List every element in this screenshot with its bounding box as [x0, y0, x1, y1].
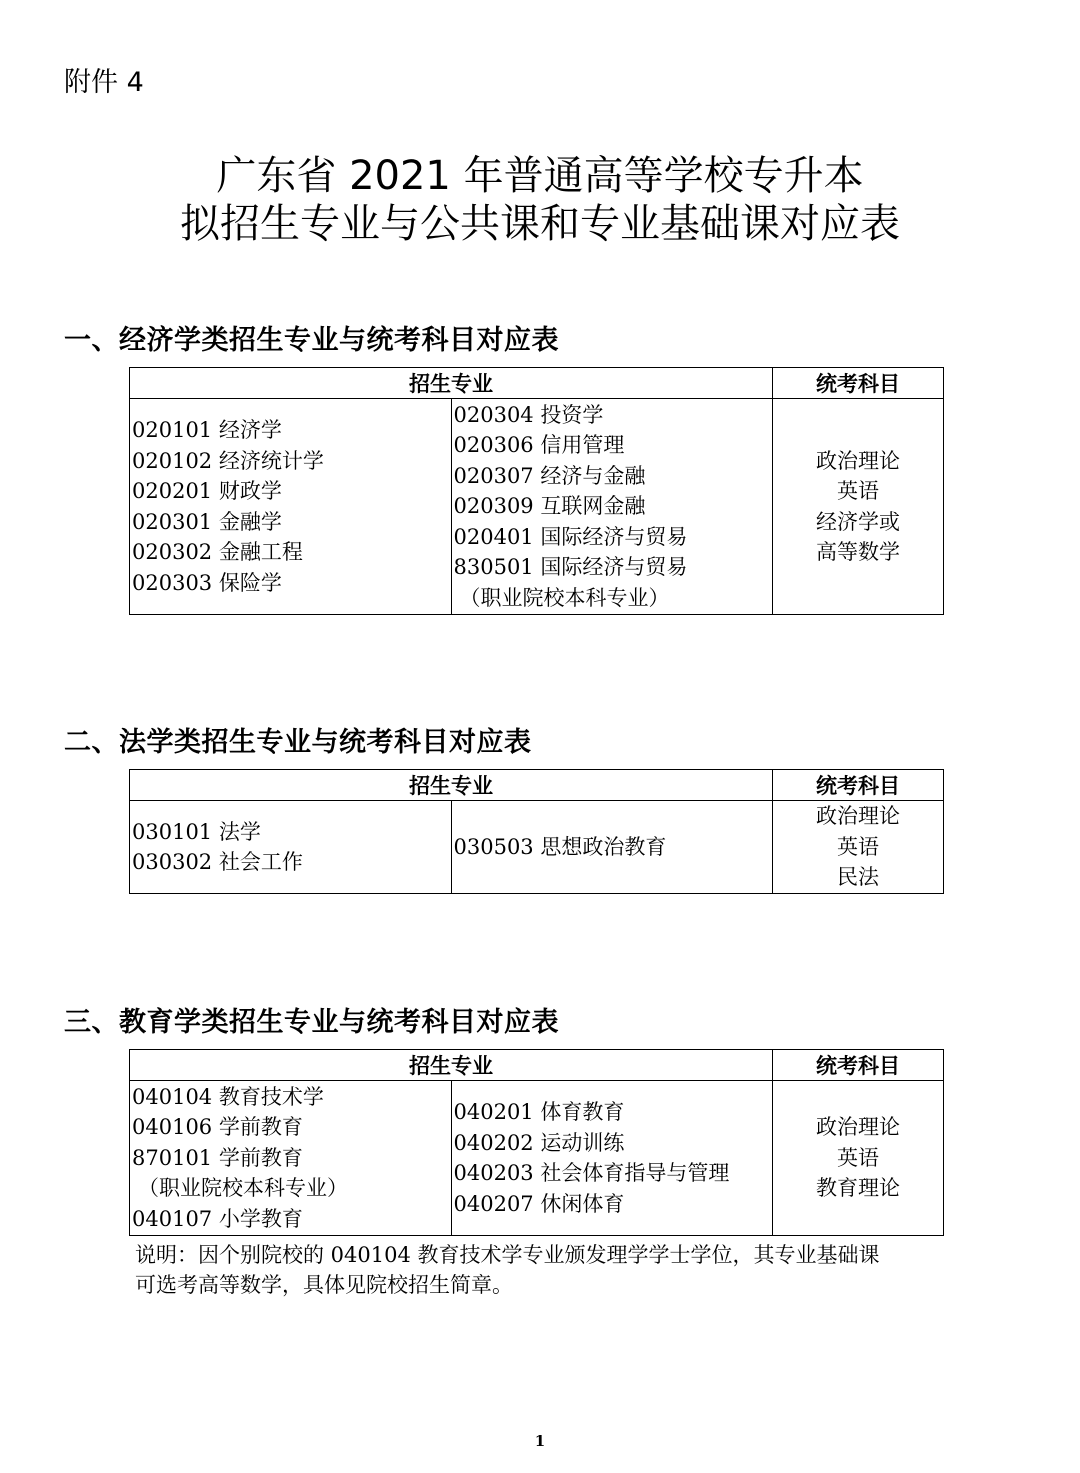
major-item: 030101 法学 — [132, 819, 261, 844]
exam-subjects — [773, 1081, 944, 1236]
header-major: 招生专业 — [130, 368, 773, 399]
subject-item: 政治理论 — [816, 448, 900, 473]
major-list-right — [451, 801, 773, 894]
subject-item: 政治理论 — [816, 1115, 900, 1140]
document-title-line-2: 拟招生专业与公共课和专业基础课对应表 — [180, 201, 900, 247]
major-item: 020302 金融工程 — [132, 540, 303, 564]
header-subjects: 统考科目 — [773, 770, 944, 801]
major-item: 020303 保险学 — [132, 570, 282, 595]
subject-item: 经济学或 — [816, 509, 900, 534]
table-economics — [129, 367, 944, 615]
major-item: 020307 经济与金融 — [453, 463, 646, 488]
section-heading-education: 三、教育学类招生专业与统考科目对应表 — [64, 1007, 559, 1038]
page-number: 1 — [534, 1432, 546, 1450]
table-law — [129, 769, 944, 894]
major-list-left — [130, 801, 452, 894]
section-heading-law: 二、法学类招生专业与统考科目对应表 — [64, 727, 532, 758]
major-item: 040107 小学教育 — [132, 1206, 303, 1231]
subject-item: 英语 — [837, 479, 879, 503]
major-item: 040202 运动训练 — [453, 1130, 625, 1155]
major-item-note: （职业院校本科专业） — [459, 585, 670, 610]
header-subjects: 统考科目 — [773, 1050, 944, 1081]
major-list-right — [451, 399, 773, 615]
major-item: 020101 经济学 — [132, 418, 282, 442]
major-item: 040104 教育技术学 — [132, 1084, 324, 1109]
subject-item: 民法 — [837, 865, 879, 890]
note-line-1: 说明：因个别院校的 040104 教育技术学专业颁发理学学士学位，其专业基础课 — [135, 1243, 880, 1267]
major-item: 040203 社会体育指导与管理 — [453, 1161, 730, 1185]
subject-item: 英语 — [837, 1145, 879, 1170]
subject-item: 英语 — [837, 834, 879, 859]
attachment-label: 附件 4 — [64, 67, 144, 98]
note-line-2: 可选考高等数学，具体见院校招生简章。 — [135, 1273, 513, 1297]
header-major: 招生专业 — [130, 1050, 773, 1081]
major-item: 040201 体育教育 — [453, 1100, 625, 1124]
exam-subjects — [773, 399, 944, 615]
major-list-right — [451, 1081, 773, 1236]
major-item: 020309 互联网金融 — [453, 494, 646, 519]
major-item: 020102 经济统计学 — [132, 448, 324, 473]
section-heading-economics: 一、经济学类招生专业与统考科目对应表 — [64, 325, 559, 356]
subject-item: 高等数学 — [816, 540, 900, 564]
header-major: 招生专业 — [130, 770, 773, 801]
major-item: 020401 国际经济与贸易 — [453, 524, 688, 549]
major-item: 040207 休闲体育 — [453, 1191, 625, 1216]
major-item-note: （职业院校本科专业） — [138, 1176, 348, 1201]
major-item: 830501 国际经济与贸易 — [453, 555, 688, 580]
subject-item: 政治理论 — [816, 804, 900, 829]
major-item: 020306 信用管理 — [453, 433, 625, 458]
major-item: 020304 投资学 — [453, 402, 604, 427]
subject-item: 教育理论 — [816, 1176, 900, 1201]
document-title-line-1: 广东省 2021 年普通高等学校专升本 — [216, 153, 864, 199]
header-subjects: 统考科目 — [773, 368, 944, 399]
major-item: 030302 社会工作 — [132, 850, 303, 874]
major-list-left — [130, 1081, 452, 1236]
major-item: 040106 学前教育 — [132, 1115, 303, 1140]
major-item: 030503 思想政治教育 — [453, 834, 667, 859]
major-item: 020301 金融学 — [132, 509, 282, 534]
major-list-left — [130, 399, 452, 615]
major-item: 020201 财政学 — [132, 479, 282, 503]
exam-subjects — [773, 801, 944, 894]
major-item: 870101 学前教育 — [132, 1145, 303, 1170]
explanatory-note — [135, 1240, 965, 1300]
table-education — [129, 1049, 944, 1236]
